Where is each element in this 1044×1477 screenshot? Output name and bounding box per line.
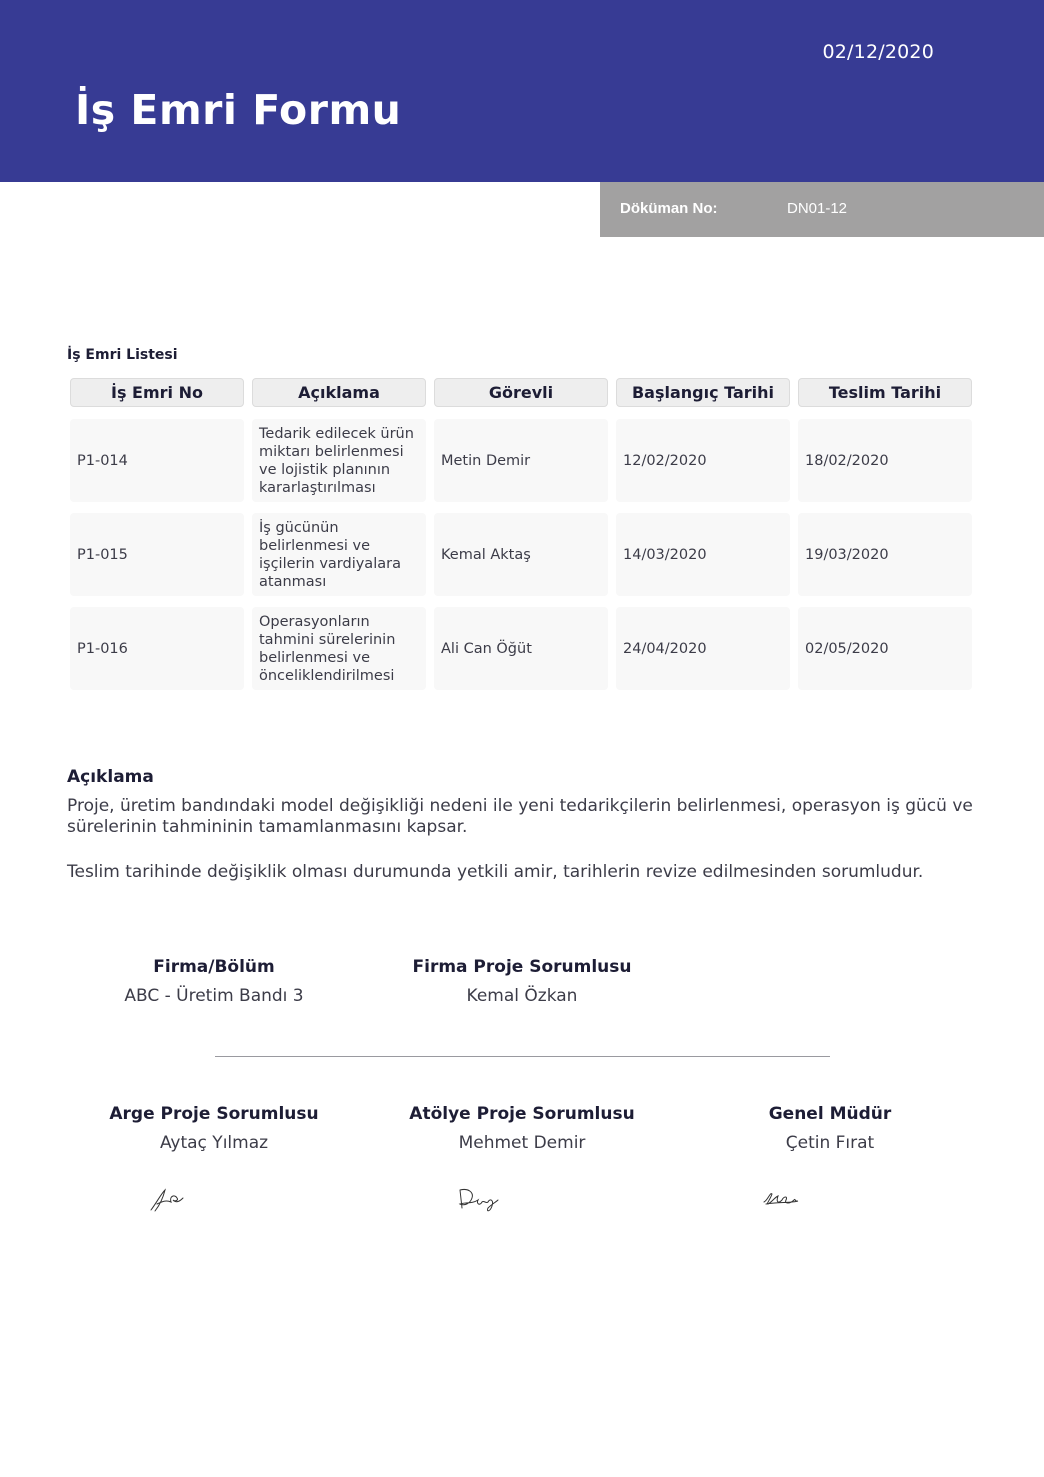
cell-start-date: 12/02/2020 [616,419,790,502]
page-title: İş Emri Formu [75,86,402,134]
company-name: ABC - Üretim Bandı 3 [124,986,304,1006]
cell-due-date: 19/03/2020 [798,513,972,596]
cell-description: İş gücünün belirlenmesi ve işçilerin vardiyalara atanması [252,513,426,596]
cell-due-date: 02/05/2020 [798,607,972,690]
signatory-block [74,1103,354,1154]
description-title: Açıklama [67,767,154,787]
signatory-role: Genel Müdür [768,1104,892,1124]
signatory-name: Mehmet Demir [458,1133,586,1153]
signatory-name: Aytaç Yılmaz [159,1133,269,1153]
table-row [70,419,974,502]
header-banner [0,0,1044,182]
cell-assignee: Ali Can Öğüt [434,607,608,690]
document-number-label: Döküman No: [620,200,718,217]
signatory-name: Çetin Fırat [785,1133,875,1153]
work-order-table [70,378,974,690]
company-manager-role: Firma Proje Sorumlusu [412,957,632,977]
company-manager-name: Kemal Özkan [466,986,578,1006]
description-paragraph: Proje, üretim bandındaki model değişikliği nedeni ile yeni tedarikçilerin belirlenmesi, operasyon iş gücü ve sürelerinin tahmininin tamamlanmasını kapsar. [67,796,973,837]
company-manager-block [382,956,662,1007]
cell-no: P1-015 [70,513,244,596]
handwritten-signature [145,1184,205,1214]
column-header-assignee: Görevli [434,378,608,407]
description-paragraph: Teslim tarihinde değişiklik olması durumunda yetkili amir, tarihlerin revize edilmesinden sorumludur. [67,862,924,882]
signatory-block [690,1103,970,1154]
signatory-block [382,1103,662,1154]
cell-start-date: 14/03/2020 [616,513,790,596]
cell-assignee: Metin Demir [434,419,608,502]
cell-no: P1-016 [70,607,244,690]
work-order-list-title: İş Emri Listesi [67,347,178,363]
cell-assignee: Kemal Aktaş [434,513,608,596]
column-header-start-date: Başlangıç Tarihi [616,378,790,407]
cell-no: P1-014 [70,419,244,502]
company-block [74,956,354,1007]
signatory-role: Arge Proje Sorumlusu [109,1104,319,1124]
handwritten-signature [452,1184,512,1214]
cell-description: Operasyonların tahmini sürelerinin belirlenmesi ve önceliklendirilmesi [252,607,426,690]
table-header [70,378,974,407]
form-date: 02/12/2020 [822,41,934,63]
table-row [70,513,974,596]
column-header-no: İş Emri No [70,378,244,407]
cell-start-date: 24/04/2020 [616,607,790,690]
company-role: Firma/Bölüm [153,957,275,977]
column-header-due-date: Teslim Tarihi [798,378,972,407]
divider [215,1056,830,1057]
table-row [70,607,974,690]
column-header-description: Açıklama [252,378,426,407]
document-number-bar [600,182,1044,237]
document-number-value: DN01-12 [787,200,848,217]
cell-description: Tedarik edilecek ürün miktarı belirlenmesi ve lojistik planının kararlaştırılması [252,419,426,502]
cell-due-date: 18/02/2020 [798,419,972,502]
handwritten-signature [758,1184,818,1214]
signatory-role: Atölye Proje Sorumlusu [409,1104,635,1124]
